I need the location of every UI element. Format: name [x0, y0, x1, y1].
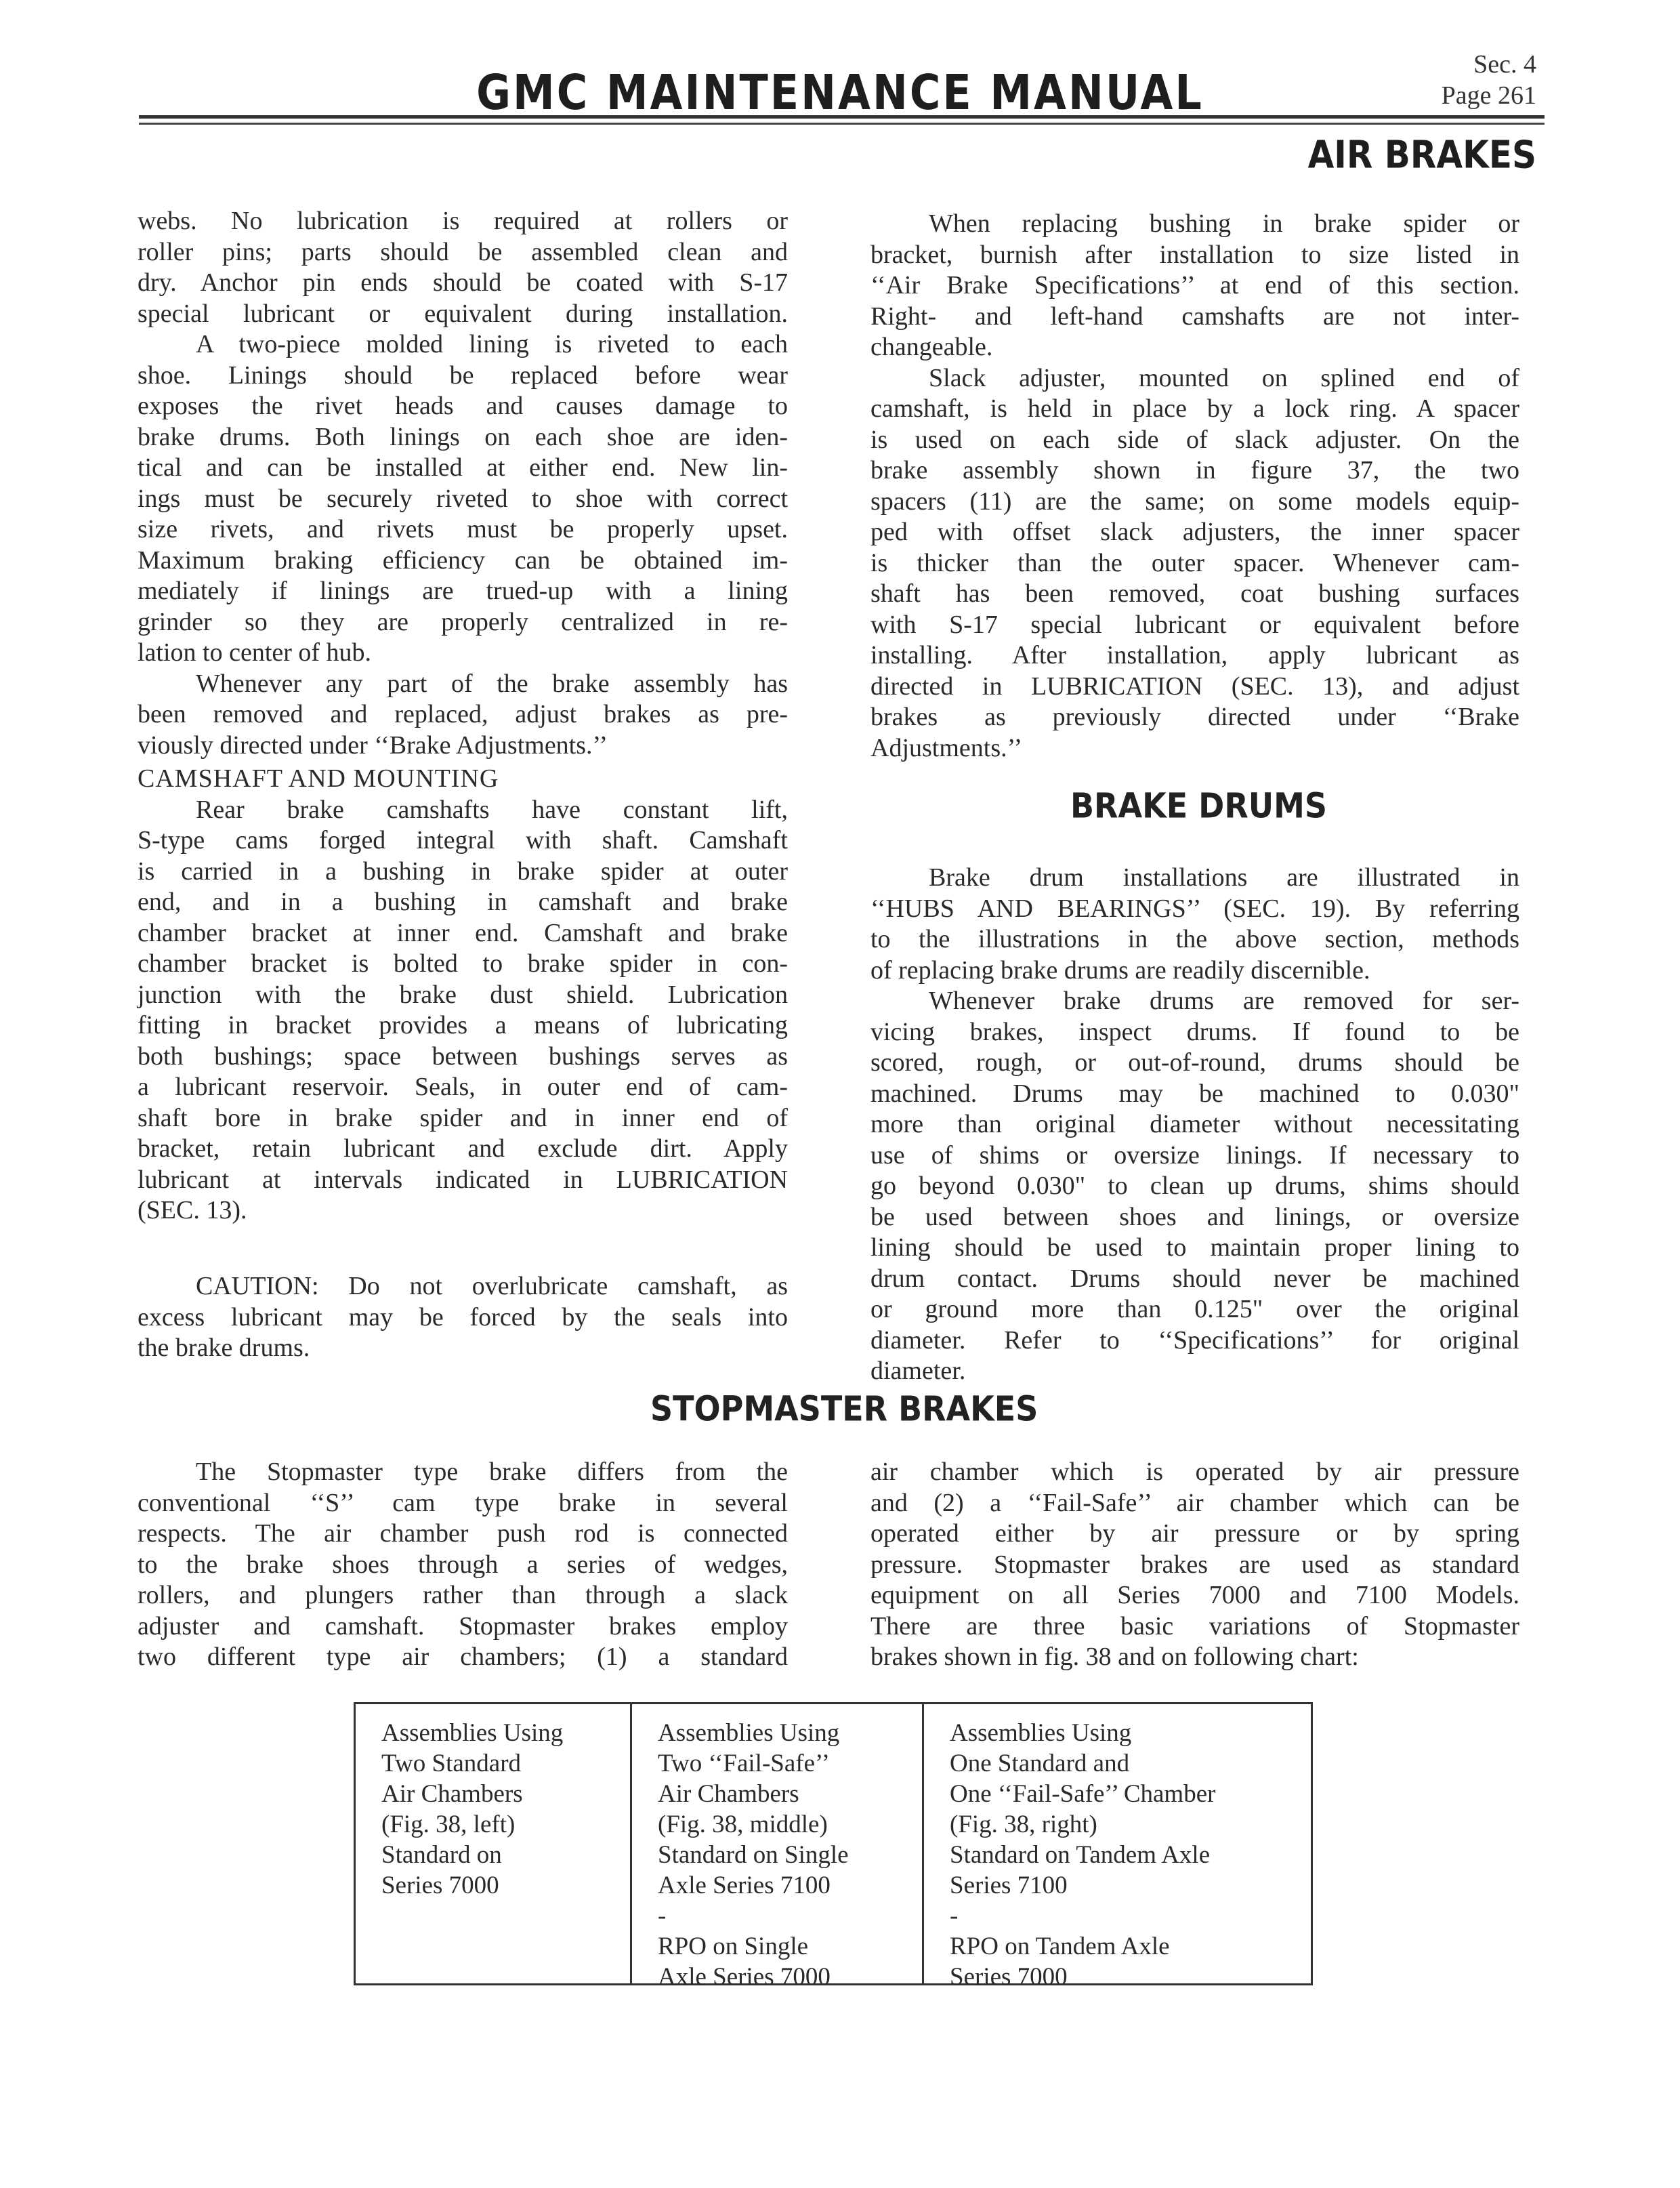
text-line: ped with offset slack adjusters, the inner spacer — [870, 518, 1519, 546]
stopmaster-variations-table — [354, 1702, 1313, 1991]
text-line: fitting in bracket provides a means of lubricating — [138, 1011, 788, 1039]
text-line: spacers (11) are the same; on some models equip- — [870, 487, 1519, 516]
text-line: mediately if linings are trued-up with a lining — [138, 577, 788, 605]
text-line: installing. After installation, apply lubricant as — [870, 641, 1519, 669]
paragraph-camshaft — [138, 795, 788, 1226]
left-column — [138, 206, 788, 761]
cell-line: Series 7100 — [950, 1872, 1068, 1899]
camshaft-heading: CAMSHAFT AND MOUNTING — [138, 764, 499, 793]
text-line: Slack adjuster, mounted on splined end of — [929, 363, 1519, 392]
text-line: or ground more than 0.125" over the original — [870, 1295, 1519, 1323]
text-line: Adjustments.’’ — [870, 733, 1023, 762]
text-line: operated either by air pressure or by spring — [870, 1519, 1519, 1548]
text-line: Rear brake camshafts have constant lift, — [196, 795, 788, 824]
cell-line: Two ‘‘Fail-Safe’’ — [658, 1750, 830, 1777]
text-line: to the illustrations in the above section, methods — [870, 925, 1519, 953]
text-line: two different type air chambers; (1) a standard — [138, 1643, 788, 1671]
text-line: bracket, retain lubricant and exclude dirt. Apply — [138, 1134, 788, 1163]
cell-line: Air Chambers — [658, 1780, 799, 1808]
text-line: lation to center of hub. — [138, 638, 372, 667]
text-line: lubricant at intervals indicated in LUBRICATION — [138, 1165, 788, 1194]
text-line: brake assembly shown in figure 37, the two — [870, 456, 1519, 484]
text-line: respects. The air chamber push rod is connected — [138, 1519, 788, 1548]
caution-line: CAUTION: Do not overlubricate camshaft, as — [196, 1272, 788, 1300]
text-line: end, and in a bushing in camshaft and brake — [138, 888, 788, 916]
text-line: directed in LUBRICATION (SEC. 13), and adjust — [870, 672, 1519, 701]
text-line: brakes shown in fig. 38 and on following chart: — [870, 1643, 1359, 1671]
text-line: (SEC. 13). — [138, 1196, 247, 1224]
text-line: is carried in a bushing in brake spider at outer — [138, 856, 788, 886]
text-line: a lubricant reservoir. Seals, in outer end of cam- — [138, 1073, 788, 1101]
text-line: shoe. Linings should be replaced before wear — [138, 360, 788, 390]
cell-line: RPO on Tandem Axle — [950, 1933, 1170, 1960]
left-column-camshaft — [138, 764, 788, 1226]
cell-line: (Fig. 38, right) — [950, 1811, 1097, 1838]
text-line: chamber bracket at inner end. Camshaft and brake — [138, 918, 788, 947]
cell-line: Axle Series 7100 — [658, 1872, 831, 1899]
stopmaster-right — [870, 1457, 1519, 1673]
text-line: size rivets, and rivets must be properly upset. — [138, 515, 788, 543]
text-line: more than original diameter without necessitating — [870, 1110, 1519, 1138]
text-line: vicing brakes, inspect drums. If found to be — [870, 1017, 1519, 1046]
paragraph-slack-adjuster — [870, 363, 1519, 764]
text-line: both bushings; space between bushings serves as — [138, 1041, 788, 1071]
paragraph-drum-inspection — [870, 986, 1519, 1387]
header-rule-thick — [139, 115, 1545, 119]
text-line: lining should be used to maintain proper lining to — [870, 1233, 1519, 1262]
text-line: Right- and left-hand camshafts are not inter- — [870, 302, 1519, 331]
text-line: viously directed under ‘‘Brake Adjustments.’’ — [138, 730, 608, 760]
text-line: use of shims or oversize linings. If necessary to — [870, 1140, 1519, 1170]
text-line: diameter. — [870, 1357, 966, 1385]
text-line: shaft has been removed, coat bushing surfaces — [870, 579, 1519, 608]
cell-line: Assemblies Using — [658, 1719, 840, 1747]
right-column — [870, 209, 1519, 764]
cell-line: Air Chambers — [381, 1780, 523, 1808]
text-line: adjuster and camshaft. Stopmaster brakes employ — [138, 1611, 788, 1640]
paragraph-drum-installation — [870, 863, 1519, 986]
cell-line: One Standard and — [950, 1750, 1130, 1777]
table-cell-mixed — [922, 1704, 1311, 1991]
text-line: ‘‘HUBS AND BEARINGS’’ (SEC. 19). By referring — [870, 894, 1519, 923]
text-line: A two-piece molded lining is riveted to each — [196, 330, 788, 358]
text-line: machined. Drums may be machined to 0.030" — [870, 1079, 1519, 1108]
text-line: ‘‘Air Brake Specifications’’ at end of this section. — [870, 271, 1519, 300]
cell-line: Axle Series 7000 — [658, 1963, 831, 1991]
text-line: pressure. Stopmaster brakes are used as standard — [870, 1550, 1519, 1579]
text-line: conventional ‘‘S’’ cam type brake in several — [138, 1488, 788, 1517]
cell-line: Assemblies Using — [950, 1719, 1132, 1747]
cell-line: Standard on Tandem Axle — [950, 1841, 1211, 1869]
text-line: Whenever brake drums are removed for ser- — [929, 987, 1519, 1015]
manual-title: GMC MAINTENANCE MANUAL — [476, 64, 1204, 121]
text-line: roller pins; parts should be assembled clean and — [138, 237, 788, 266]
cell-line: RPO on Single — [658, 1933, 809, 1960]
cell-line: - — [658, 1902, 667, 1930]
text-line: scored, rough, or out-of-round, drums should be — [870, 1048, 1519, 1077]
text-line: be used between shoes and linings, or oversize — [870, 1202, 1519, 1231]
text-line: chamber bracket is bolted to brake spider in con- — [138, 949, 788, 978]
text-line: of replacing brake drums are readily discernible. — [870, 955, 1370, 985]
text-line: to the brake shoes through a series of wedges, — [138, 1550, 788, 1579]
cell-line: One ‘‘Fail-Safe’’ Chamber — [950, 1780, 1216, 1808]
paragraph-adjust — [138, 669, 788, 762]
cell-line: (Fig. 38, left) — [381, 1811, 516, 1838]
text-line: Brake drum installations are illustrated in — [929, 863, 1519, 892]
text-line: is used on each side of slack adjuster. On the — [870, 425, 1519, 454]
caution-note — [138, 1271, 788, 1364]
caution-line: the brake drums. — [138, 1334, 310, 1362]
section-title: AIR BRAKES — [1307, 133, 1536, 177]
text-line: grinder so they are properly centralized in re- — [138, 607, 788, 636]
text-line: with S-17 special lubricant or equivalent before — [870, 610, 1519, 639]
cell-line: Series 7000 — [381, 1872, 499, 1899]
text-line: camshaft, is held in place by a lock ring. A spacer — [870, 394, 1519, 423]
text-line: junction with the brake dust shield. Lubrication — [138, 980, 788, 1009]
cell-line: (Fig. 38, middle) — [658, 1811, 828, 1838]
stopmaster-heading: STOPMASTER BRAKES — [650, 1388, 1038, 1429]
cell-line: Standard on — [381, 1841, 502, 1869]
text-line: go beyond 0.030" to clean up drums, shims should — [870, 1172, 1519, 1200]
text-line: changeable. — [870, 333, 993, 361]
header-rule-thin — [139, 123, 1545, 125]
table-cell-two-standard — [356, 1704, 630, 1983]
page-number: Page 261 — [1441, 81, 1536, 110]
caution-line: excess lubricant may be forced by the seals into — [138, 1302, 788, 1332]
text-line: dry. Anchor pin ends should be coated with S-17 — [138, 268, 788, 297]
cell-line: - — [950, 1902, 959, 1930]
text-line: and (2) a ‘‘Fail-Safe’’ air chamber which can be — [870, 1488, 1519, 1517]
right-column-brake-drums — [870, 863, 1519, 1387]
section-number: Sec. 4 — [1473, 50, 1536, 79]
text-line: webs. No lubrication is required at rollers or — [138, 207, 788, 235]
text-line: is thicker than the outer spacer. Whenever cam- — [870, 548, 1519, 577]
cell-line: Two Standard — [381, 1750, 522, 1777]
paragraph-lining — [138, 329, 788, 669]
text-line: bracket, burnish after installation to size listed in — [870, 240, 1519, 269]
text-line: exposes the rivet heads and causes damage to — [138, 392, 788, 420]
brake-drums-heading: BRAKE DRUMS — [1070, 785, 1328, 826]
stopmaster-left — [138, 1457, 788, 1673]
text-line: special lubricant or equivalent during installation. — [138, 299, 788, 328]
text-line: S-type cams forged integral with shaft. Camshaft — [138, 826, 788, 854]
text-line: diameter. Refer to ‘‘Specifications’’ for original — [870, 1325, 1519, 1355]
text-line: equipment on all Series 7000 and 7100 Models. — [870, 1581, 1519, 1609]
text-line: shaft bore in brake spider and in inner end of — [138, 1103, 788, 1132]
table-cell-two-fail-safe — [630, 1704, 922, 1991]
paragraph-lubrication — [138, 206, 788, 329]
text-line: brakes as previously directed under ‘‘Brake — [870, 703, 1519, 731]
text-line: The Stopmaster type brake differs from the — [196, 1458, 788, 1486]
text-line: brake drums. Both linings on each shoe are iden- — [138, 422, 788, 451]
text-line: rollers, and plungers rather than through a slack — [138, 1581, 788, 1609]
text-line: been removed and replaced, adjust brakes as pre- — [138, 700, 788, 728]
text-line: ings must be securely riveted to shoe with correct — [138, 484, 788, 513]
cell-line: Standard on Single — [658, 1841, 849, 1869]
page-reference — [1442, 49, 1536, 111]
cell-line: Series 7000 — [950, 1963, 1068, 1991]
text-line: When replacing bushing in brake spider or — [929, 209, 1519, 238]
text-line: There are three basic variations of Stopmaster — [870, 1611, 1519, 1640]
cell-line: Assemblies Using — [381, 1719, 564, 1747]
text-line: Whenever any part of the brake assembly has — [196, 669, 788, 698]
paragraph-bushing — [870, 209, 1519, 363]
text-line: air chamber which is operated by air pressure — [870, 1458, 1519, 1486]
text-line: Maximum braking efficiency can be obtained im- — [138, 545, 788, 575]
text-line: tical and can be installed at either end. New lin- — [138, 453, 788, 482]
text-line: drum contact. Drums should never be machined — [870, 1264, 1519, 1293]
